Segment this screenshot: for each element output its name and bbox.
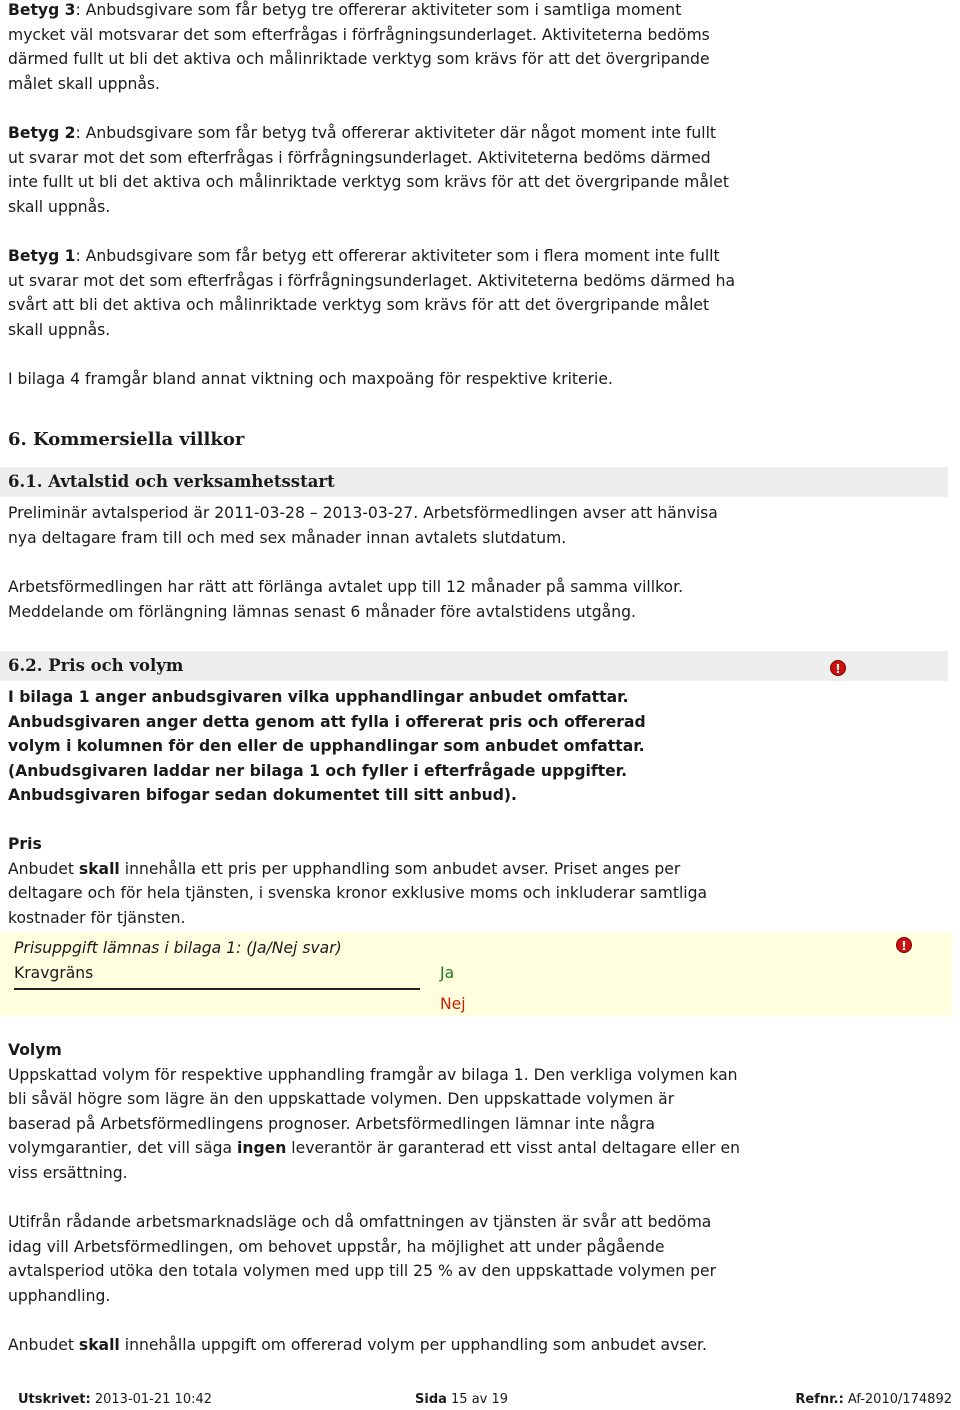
text-span: Anbudet	[8, 859, 79, 878]
betyg2-paragraph	[8, 121, 729, 219]
text-span-bold: skall	[78, 1336, 120, 1354]
answer-ja[interactable]: Ja	[440, 964, 455, 982]
text-line: bli såväl högre som lägre än den uppskattade volymen. Den uppskattade volymen är	[8, 1090, 675, 1109]
footer-refnr-value: Af-2010/174892	[843, 1392, 952, 1407]
text-line: Utifrån rådande arbetsmarknadsläge och då omfattningen av tjänsten är svår att bedöma	[8, 1213, 712, 1231]
text-line: Meddelande om förlängning lämnas senast 6 månader före avtalstidens utgång.	[8, 602, 636, 621]
avtalstid-paragraph	[8, 501, 718, 550]
footer-refnr	[795, 1390, 952, 1410]
volym-section	[8, 1038, 740, 1186]
text-span-bold: skall	[78, 859, 120, 878]
subsection-band	[0, 467, 948, 497]
betyg1-label: Betyg 1	[8, 247, 76, 265]
betyg1-line: svårt att bli det aktiva och målinriktade verktyg som krävs för att det övergripande målet	[8, 296, 710, 315]
text-span: volymgarantier, det vill säga	[8, 1139, 238, 1158]
betyg1-line: skall uppnås.	[8, 320, 111, 339]
kravgrans-label: Kravgräns	[14, 964, 94, 982]
betyg3-paragraph	[8, 0, 710, 96]
text-line: deltagare och för hela tjänsten, i svenska kronor exklusive moms och inkluderar samtliga	[8, 884, 708, 903]
text-line: upphandling.	[8, 1286, 111, 1305]
betyg1-paragraph	[8, 244, 735, 342]
betyg2-line: ut svarar mot det som efterfrågas i förfrågningsunderlaget. Aktiviteterna bedöms därmed	[8, 148, 711, 167]
prisuppgift-box	[0, 932, 952, 1016]
betyg3-line: : Anbudsgivare som får betyg tre offererar aktiviteter som i samtliga moment	[75, 1, 682, 19]
text-span: Anbudet	[8, 1336, 79, 1354]
section-heading: 6. Kommersiella villkor	[8, 429, 245, 450]
bilaga4-note: I bilaga 4 framgår bland annat viktning och maxpoäng för respektive kriterie.	[8, 370, 613, 388]
prisuppgift-label: Prisuppgift lämnas i bilaga 1: (Ja/Nej svar)	[14, 939, 342, 957]
betyg3-line: mycket väl motsvarar det som efterfrågas i förfrågningsunderlaget. Aktiviteterna bedöms	[8, 25, 710, 44]
text-line: nya deltagare fram till och med sex månader innan avtalets slutdatum.	[8, 528, 567, 547]
volym-heading: Volym	[8, 1041, 62, 1059]
pris-section	[8, 832, 707, 930]
text-line: Arbetsförmedlingen har rätt att förlänga avtalet upp till 12 månader på samma villkor.	[8, 578, 684, 596]
text-line: I bilaga 1 anger anbudsgivaren vilka upphandlingar anbudet omfattar.	[8, 688, 629, 706]
text-line: idag vill Arbetsförmedlingen, om behovet uppstår, ha möjlighet att under pågående	[8, 1237, 665, 1256]
subsection-title: 6.1. Avtalstid och verksamhetsstart	[8, 472, 335, 491]
answer-nej[interactable]: Nej	[440, 995, 466, 1013]
volym-paragraph-2	[8, 1210, 716, 1308]
text-line: viss ersättning.	[8, 1163, 128, 1182]
text-span: leverantör är garanterad ett visst antal deltagare eller en	[286, 1139, 740, 1158]
footer-page-value: 15 av 19	[446, 1392, 509, 1407]
text-span: innehålla uppgift om offererad volym per upphandling som anbudet avser.	[119, 1336, 707, 1354]
text-span-bold: ingen	[237, 1139, 287, 1158]
pris-volym-instructions	[8, 685, 646, 808]
text-line: baserad på Arbetsförmedlingens prognoser. Arbetsförmedlingen lämnar inte några	[8, 1114, 656, 1133]
footer-page-label: Sida	[415, 1392, 447, 1407]
warning-icon: !	[830, 660, 846, 676]
text-line: volym i kolumnen för den eller de upphandlingar som anbudet omfattar.	[8, 737, 645, 756]
betyg2-line: : Anbudsgivare som får betyg två offererar aktiviteter där något moment inte fullt	[75, 124, 717, 142]
text-line: avtalsperiod utöka den totala volymen med upp till 25 % av den uppskattade volymen per	[8, 1262, 717, 1281]
text-span: innehålla ett pris per upphandling som anbudet avser. Priset anges per	[119, 859, 681, 878]
kravgrans-underline	[14, 988, 420, 990]
subsection-band	[0, 651, 948, 681]
text-line: Anbudsgivaren anger detta genom att fylla i offererat pris och offererad	[8, 712, 646, 731]
betyg2-line: skall uppnås.	[8, 197, 111, 216]
forlangning-paragraph	[8, 575, 683, 624]
footer-printed	[18, 1390, 212, 1410]
text-line: (Anbudsgivaren laddar ner bilaga 1 och fyller i efterfrågade uppgifter.	[8, 761, 628, 780]
text-line: Preliminär avtalsperiod är 2011-03-28 – 2013-03-27. Arbetsförmedlingen avser att hänvisa	[8, 504, 718, 522]
betyg1-line: ut svarar mot det som efterfrågas i förfrågningsunderlaget. Aktiviteterna bedöms därmed ha	[8, 271, 736, 290]
betyg2-label: Betyg 2	[8, 124, 76, 142]
betyg3-line: målet skall uppnås.	[8, 74, 161, 93]
betyg3-line: därmed fullt ut bli det aktiva och målinriktade verktyg som krävs för att det övergripande	[8, 50, 710, 69]
warning-icon: !	[896, 937, 912, 953]
footer-printed-label: Utskrivet:	[18, 1392, 91, 1407]
pris-heading: Pris	[8, 835, 42, 853]
text-line: Anbudsgivaren bifogar sedan dokumentet till sitt anbud).	[8, 786, 517, 805]
betyg1-line: : Anbudsgivare som får betyg ett offererar aktiviteter som i flera moment inte fullt	[75, 247, 720, 265]
betyg2-line: inte fullt ut bli det aktiva och målinriktade verktyg som krävs för att det övergripande målet	[8, 173, 729, 192]
volym-paragraph-3	[8, 1333, 707, 1358]
betyg3-label: Betyg 3	[8, 1, 76, 19]
footer-printed-value: 2013-01-21 10:42	[90, 1392, 213, 1407]
footer-page	[415, 1390, 508, 1410]
subsection-title: 6.2. Pris och volym	[8, 656, 184, 675]
footer-refnr-label: Refnr.:	[795, 1392, 844, 1407]
text-line: Uppskattad volym för respektive upphandling framgår av bilaga 1. Den verkliga volymen kan	[8, 1065, 738, 1084]
text-line: kostnader för tjänsten.	[8, 908, 186, 927]
